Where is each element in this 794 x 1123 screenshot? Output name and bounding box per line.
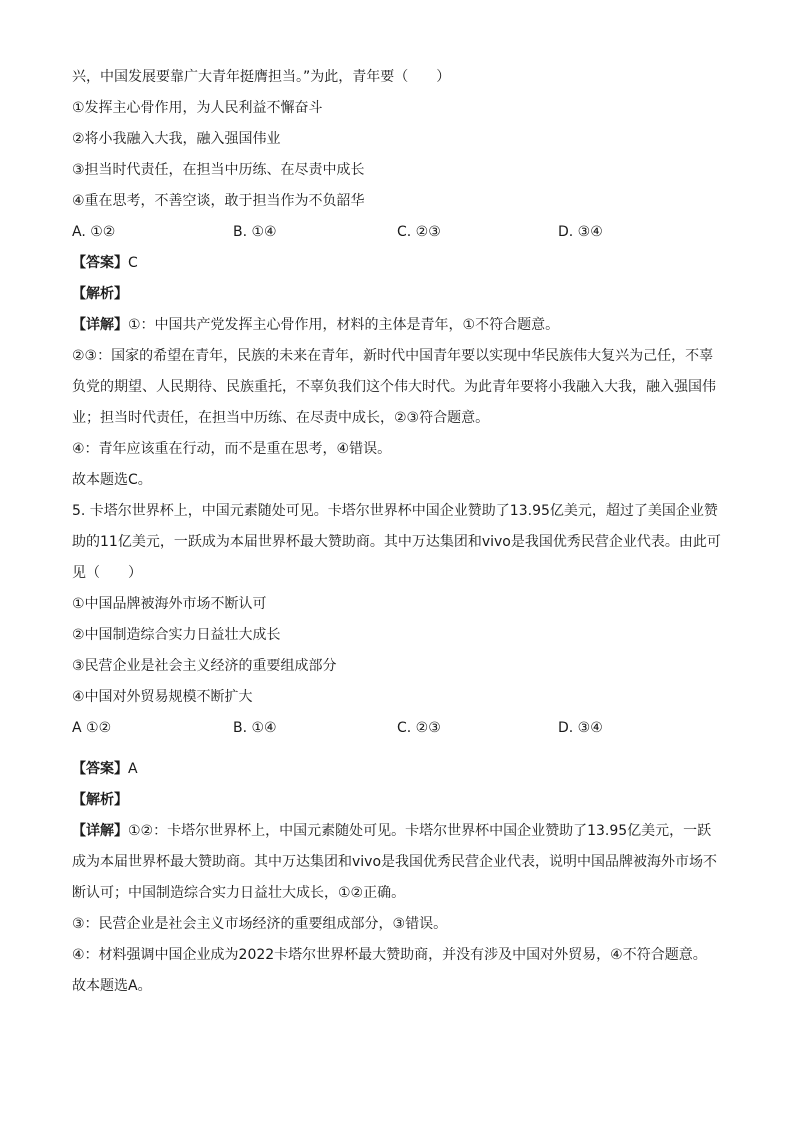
spacer: [72, 744, 724, 754]
q4-option-d: D. ③④: [558, 224, 603, 240]
q5-item-4: ④中国对外贸易规模不断扩大: [72, 689, 253, 705]
q4-option-b: B. ①④: [233, 224, 277, 240]
q5-option-d: D. ③④: [558, 720, 603, 736]
q4-answer-value: C: [128, 255, 138, 271]
q5-option-b: B. ①④: [233, 720, 277, 736]
q4-stem-tail: 兴，中国发展要靠广大青年挺膺担当。”为此，青年要（ ）: [72, 69, 451, 85]
q4-detail-tag: 【详解】: [72, 317, 128, 333]
q4-options: [72, 217, 724, 248]
q4-item-1: ①发挥主心骨作用，为人民利益不懈奋斗: [72, 100, 323, 116]
q4-detail-2: ②③：国家的希望在青年，民族的未来在青年，新时代中国青年要以实现中华民族伟大复兴为己任，不辜负党的期望、人民期待、民族重托，不辜负我们这个伟大时代。为此青年要将小我融入大我，融入强国伟业；担当时代责任，在担当中历练、在尽责中成长，②③符合题意。: [72, 348, 716, 426]
q4-option-a: A. ①②: [72, 224, 116, 240]
q4-answer: [72, 248, 724, 279]
document-content: [72, 62, 724, 1002]
q4-item-3: ③担当时代责任，在担当中历练、在尽责中成长: [72, 162, 365, 178]
q5-detail-3: ④：材料强调中国企业成为2022卡塔尔世界杯最大赞助商，并没有涉及中国对外贸易，④不符合题意。: [72, 947, 707, 963]
q4-item-2: ②将小我融入大我，融入强国伟业: [72, 131, 281, 147]
q5-options: [72, 713, 724, 744]
q5-answer: [72, 754, 724, 785]
q5-item-3: ③民营企业是社会主义经济的重要组成部分: [72, 658, 337, 674]
q4-option-c: C. ②③: [397, 224, 441, 240]
q4-item-4: ④重在思考，不善空谈，敢于担当作为不负韶华: [72, 193, 365, 209]
q4-detail-1: [72, 310, 724, 341]
q5-detail-1-text: ①②：卡塔尔世界杯上，中国元素随处可见。卡塔尔世界杯中国企业赞助了13.95亿美元，一跃成为本届世界杯最大赞助商。其中万达集团和vivo是我国优秀民营企业代表，说明中国品牌被海外市场不断认可；中国制造综合实力日益壮大成长，①②正确。: [72, 823, 718, 901]
q4-detail-3: ④：青年应该重在行动，而不是重在思考，④错误。: [72, 441, 392, 457]
q5-answer-value: A: [128, 761, 138, 777]
q5-detail-1: [72, 816, 724, 909]
q5-conclusion: 故本题选A。: [72, 978, 152, 994]
q4-answer-tag: 【答案】: [72, 255, 128, 271]
q5-option-c: C. ②③: [397, 720, 441, 736]
q5-option-a: A ①②: [72, 720, 112, 736]
q5-item-1: ①中国品牌被海外市场不断认可: [72, 596, 267, 612]
q4-conclusion: 故本题选C。: [72, 472, 152, 488]
q5-analysis-tag: 【解析】: [72, 792, 128, 808]
q5-answer-tag: 【答案】: [72, 761, 128, 777]
q5-stem: 5. 卡塔尔世界杯上，中国元素随处可见。卡塔尔世界杯中国企业赞助了13.95亿美元，超过了美国企业赞助的11亿美元，一跃成为本届世界杯最大赞助商。其中万达集团和vivo是我国优秀民营企业代表。由此可见（ ）: [72, 503, 721, 581]
q5-detail-2: ③：民营企业是社会主义市场经济的重要组成部分，③错误。: [72, 916, 448, 932]
q5-item-2: ②中国制造综合实力日益壮大成长: [72, 627, 281, 643]
q4-detail-1-text: ①：中国共产党发挥主心骨作用，材料的主体是青年，①不符合题意。: [128, 317, 560, 333]
q5-detail-tag: 【详解】: [72, 823, 128, 839]
q4-analysis-tag: 【解析】: [72, 286, 128, 302]
